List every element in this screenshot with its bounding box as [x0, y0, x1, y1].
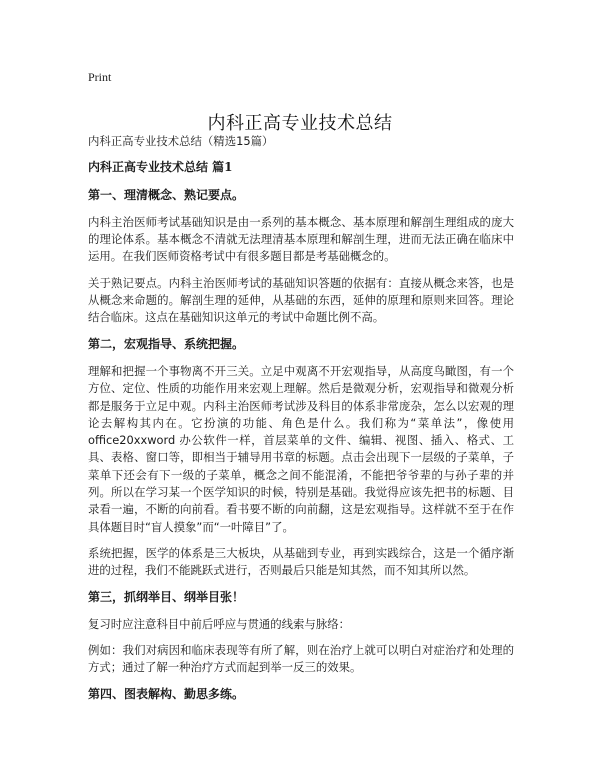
section-heading: 第四、图表解构、勤思多练。 [88, 686, 245, 701]
document-body [88, 133, 514, 713]
document-subtitle: 内科正高专业技术总结（精选15篇） [88, 134, 274, 148]
paragraph: 例如：我们对病因和临床表现等有所了解，则在治疗上就可以明白对症治疗和处理的方式；通过了解一种治疗方式而起到举一反三的效果。 [88, 643, 514, 675]
section-heading: 第三，抓纲举目、纲举目张！ [88, 589, 245, 604]
paragraph: 复习时应注意科目中前后呼应与贯通的线索与脉络： [88, 616, 350, 631]
print-label: Print [88, 70, 112, 84]
paragraph: 理解和把握一个事物离不开三关。立足中观离不开宏观指导，从高度鸟瞰图，有一个方位、定位、性质的功能作用来宏观上理解。然后是微观分析，宏观指导和微观分析都是服务于立足中观。内科主治医师考试涉及科目的体系非常庞杂，怎么以宏观的理论去解构其内在。它扮演的功能、角色是什么。我们称为“菜单法”，像使用office20xxword 办公软件一样，首层菜单的文件、编辑、视图、插入、格式、工具、表格、窗口等，即相当于辅导用书章的标题。点击会出现下一层级的子菜单，子菜单下还会有下一级的子菜单，概念之间不能混淆，不能把爷爷辈的与孙子辈的并列。所以在学习某一个医学知识的时候，特别是基础。我觉得应该先把书的标题、目录看一遍，不断的向前看。看书要不断的向前翻，这是宏观指导。这样就不至于在作具体题目时“盲人摸象”而“一叶障目”了。 [88, 363, 514, 534]
paragraph: 内科主治医师考试基础知识是由一系列的基本概念、基本原理和解剖生理组成的庞大的理论体系。基本概念不清就无法理清基本原理和解剖生理，进而无法正确在临床中运用。在我们医师资格考试中有很多题目都是考基础概念的。 [88, 214, 514, 264]
article-heading: 内科正高专业技术总结 篇1 [88, 160, 233, 175]
paragraph: 系统把握，医学的体系是三大板块，从基础到专业，再到实践综合，这是一个循序渐进的过程，我们不能跳跃式进行，否则最后只能是知其然，而不知其所以然。 [88, 545, 514, 578]
section-heading: 第一、理清概念、熟记要点。 [88, 187, 245, 202]
page-title: 内科正高专业技术总结 [207, 113, 393, 135]
paragraph: 关于熟记要点。内科主治医师考试的基础知识答题的依据有：直接从概念来答，也是从概念来命题的。解剖生理的延伸，从基础的东西，延伸的原理和原则来回答。理论结合临床。这点在基础知识这单元的考试中命题比例不高。 [88, 275, 514, 325]
section-heading: 第二，宏观指导、系统把握。 [88, 336, 245, 351]
